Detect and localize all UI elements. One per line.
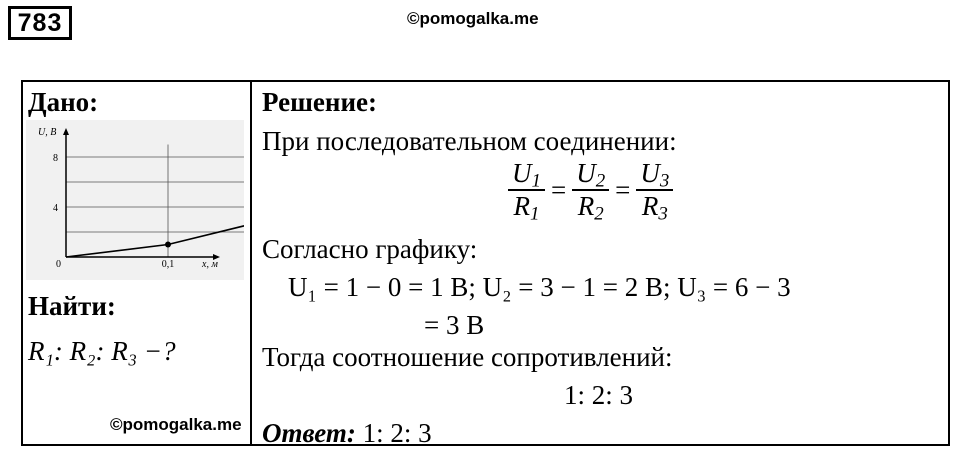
answer-label: Ответ: (262, 418, 356, 448)
find-heading: Найти: (28, 291, 116, 321)
column-divider (250, 80, 252, 446)
series-connection-text: При последовательном соединении: (262, 126, 677, 156)
fraction-1: $\frac{U_1}{R_1}$ (508, 160, 545, 220)
x-axis-label: x, м (202, 259, 218, 270)
ratio-equation (508, 158, 673, 225)
origin-label: 0 (56, 259, 61, 270)
solution-heading: Решение: (262, 87, 377, 117)
watermark-top: ©pomogalka.me (407, 9, 539, 28)
data-point (165, 242, 171, 248)
y-tick-label: 4 (53, 203, 58, 214)
y-tick-label: 8 (53, 153, 58, 164)
graph-reference-text: Согласно графику: (262, 234, 478, 264)
x-tick-label: 0,1 (161, 259, 175, 270)
find-expression: R₁: R₂: R₃ −? (28, 336, 176, 366)
voltage-graph (26, 120, 244, 280)
answer-value: 1: 2: 3 (362, 418, 432, 448)
y-axis-label: U, В (38, 127, 57, 138)
given-heading: Дано: (28, 87, 99, 117)
resistance-ratio-text: Тогда соотношение сопротивлений: (262, 342, 673, 372)
equals-sign: = (615, 174, 631, 205)
ratio-result: 1: 2: 3 (564, 380, 634, 410)
equals-sign: = (550, 174, 567, 205)
fraction-2: $\frac{U_2}{R_2}$ (572, 160, 609, 220)
watermark-bottom: ©pomogalka.me (110, 415, 242, 434)
voltage-calc-continuation: = 3 В (424, 310, 485, 340)
graph-background (26, 120, 244, 280)
voltage-calc-line: U₁ = 1 − 0 = 1 В; U₂ = 3 − 1 = 2 В; U₃ = 6 − 3 (288, 272, 791, 302)
fraction-3: $\frac{U_3}{R_3}$ (636, 160, 673, 220)
answer-line (262, 420, 432, 447)
problem-number: 783 (8, 6, 72, 40)
